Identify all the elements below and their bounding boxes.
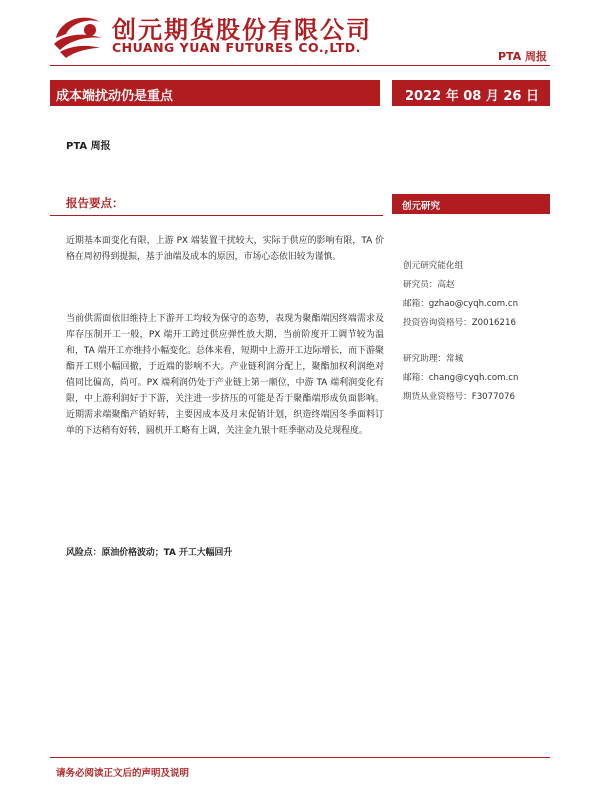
report-title: 成本端扰动仍是重点: [56, 89, 174, 104]
section-label: PTA 周报: [66, 141, 111, 152]
researcher-name: 研究员：高赵: [403, 280, 455, 290]
researcher-email[interactable]: 邮箱：gzhao@cyqh.com.cn: [403, 299, 519, 309]
report-date: 2022 年 08 月 26 日: [405, 89, 539, 104]
risk-note: 风险点：原油价格波动；TA 开工大幅回升: [66, 548, 233, 558]
company-logo: [50, 8, 106, 60]
research-group: 创元研究能化组: [403, 261, 464, 271]
key-points-heading: 报告要点：: [66, 196, 124, 210]
company-name-en: CHUANG YUAN FUTURES CO.,LTD.: [112, 40, 361, 55]
footer-divider: [50, 757, 550, 758]
analysis-paragraph: 当前供需面依旧维持上下游开工均较为保守的态势，表现为聚酯端因终端需求及库存压制开工一般，PX 端开工跨过供应弹性放大期，当前阶度开工调节较为温和，TA 端开工亦维持小幅变化。总体来看，短期中上游开工边际增长，而下游聚酯开工则小幅回撤，于近端的影响不大。产业链利润分配上，聚酯加权利润绝对值同比偏高，尚可。PX 端利润仍处于产业链上第一顺位，中游 TA 端利润变化有限，中上游利润好于下游，关注进一步挤压的可能是否于聚酯端形成负面影响。近期需求端聚酯产销好转，主要因成本及月末促销计划，织造终端因冬季面料订单的下达稍有好转，圆机开工略有上调，关注金九银十旺季驱动及兑现程度。: [66, 314, 384, 436]
header-divider: [50, 65, 550, 66]
assistant-email[interactable]: 邮箱：chang@cyqh.com.cn: [403, 373, 519, 383]
researcher-license: 投资咨询资格号：Z0016216: [403, 318, 516, 328]
summary-paragraph: 近期基本面变化有限，上游 PX 端装置干扰较大，实际于供应的影响有限，TA 价格在周初得到提振，基于油端及成本的原因，市场心态依旧较为谨慎。: [66, 236, 384, 262]
assistant-name: 研究助理：常城: [403, 354, 464, 364]
assistant-license: 期货从业资格号：F3077076: [403, 392, 515, 402]
company-name-cn: 创元期货股份有限公司: [112, 16, 372, 44]
key-points-divider: [50, 215, 383, 216]
disclaimer-note: 请务必阅读正文后的声明及说明: [56, 768, 190, 779]
sidebar-heading: 创元研究: [402, 201, 441, 212]
report-type-label: PTA 周报: [498, 50, 548, 63]
